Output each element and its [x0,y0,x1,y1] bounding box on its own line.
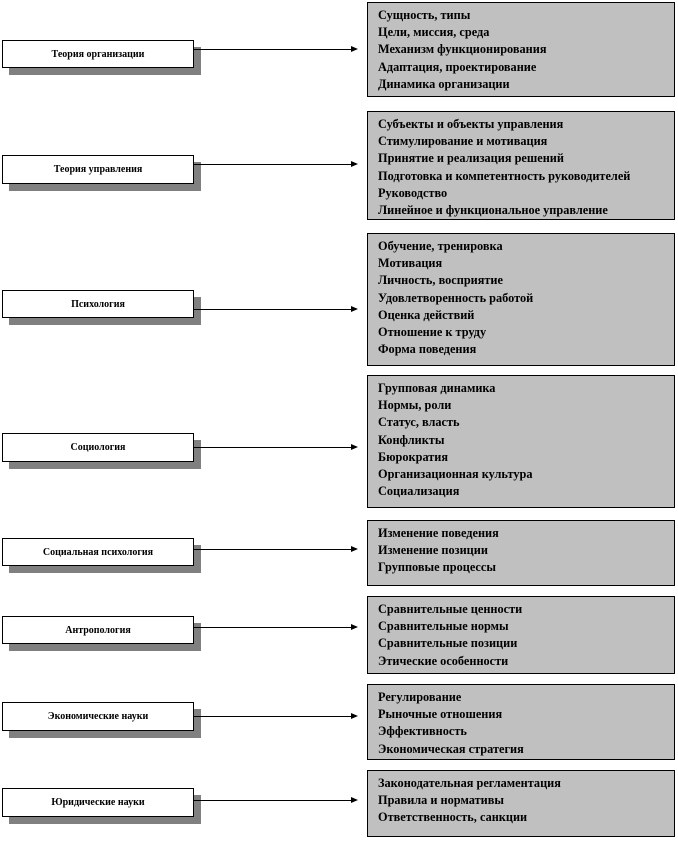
arrow [194,800,356,801]
topics-box [367,684,675,760]
source-label: Антропология [65,624,131,636]
topic-item: Оценка действий [378,307,475,322]
topic-item: Изменение поведения [378,526,499,540]
topic-item: Форма поведения [378,342,477,357]
topic-item: Отношение к труду [378,325,487,340]
arrow [194,309,356,310]
topic-item: Бюрократия [378,449,449,464]
topic-item: Принятие и реализация решений [378,151,564,166]
source-box [2,290,194,318]
topic-item: Субъекты и объекты управления [378,117,564,131]
topic-item: Подготовка и компетентность руководителей [378,168,631,183]
topic-item: Цели, миссия, среда [378,25,490,40]
topics-box [367,770,675,837]
source-box [2,788,194,817]
topics-box [367,233,675,366]
topic-item: Социализация [378,484,460,499]
topic-item: Статус, власть [378,415,460,430]
topics-box [367,111,675,220]
source-label: Экономические науки [47,711,149,722]
source-label: Юридические науки [51,797,145,808]
source-box [2,155,194,184]
topic-item: Удовлетворенность работой [378,290,534,305]
source-box [2,433,194,462]
topic-item: Законодательная регламентация [378,776,561,790]
topic-item: Руководство [378,185,448,200]
topic-item: Рыночные отношения [378,707,503,722]
topic-item: Линейное и функциональное управление [378,203,608,218]
source-box [2,40,194,68]
arrow [194,447,356,448]
arrow [194,164,356,165]
topics-box [367,520,675,586]
source-box [2,702,194,731]
topic-item: Регулирование [378,690,462,704]
topic-item: Нормы, роли [378,398,452,413]
topics-box [367,596,675,674]
source-label: Теория управления [53,164,143,175]
topics-box [367,375,675,508]
topic-item: Изменение позиции [378,543,488,558]
topic-item: Экономическая стратегия [378,741,524,756]
topic-item: Адаптация, проектирование [378,59,537,74]
topic-item: Сравнительные ценности [378,602,523,616]
topic-item: Групповая динамика [378,381,496,395]
topic-item: Механизм функционирования [378,42,547,57]
topic-item: Конфликты [378,432,445,447]
topic-item: Правила и нормативы [378,793,504,808]
topic-item: Сравнительные нормы [378,619,509,634]
source-label: Психология [71,298,125,310]
topic-item: Сравнительные позиции [378,636,518,651]
source-label: Теория организации [51,48,145,60]
topic-item: Этические особенности [378,653,509,668]
arrow [194,716,356,717]
arrow [194,627,356,628]
topic-item: Динамика организации [378,76,510,91]
source-label: Социальная психология [42,546,154,558]
source-box [2,616,194,644]
topic-item: Эффективность [378,724,467,739]
source-box [2,538,194,566]
arrow [194,49,356,50]
source-label: Социология [70,442,126,453]
topic-item: Сущность, типы [378,8,471,22]
topic-item: Стимулирование и мотивация [378,134,548,149]
topic-item: Мотивация [378,256,443,271]
topic-item: Групповые процессы [378,560,496,575]
topic-item: Обучение, тренировка [378,239,503,253]
topic-item: Личность, восприятие [378,273,503,288]
topics-box [367,2,675,97]
arrow [194,549,356,550]
topic-item: Ответственность, санкции [378,810,528,825]
topic-item: Организационная культура [378,467,533,482]
